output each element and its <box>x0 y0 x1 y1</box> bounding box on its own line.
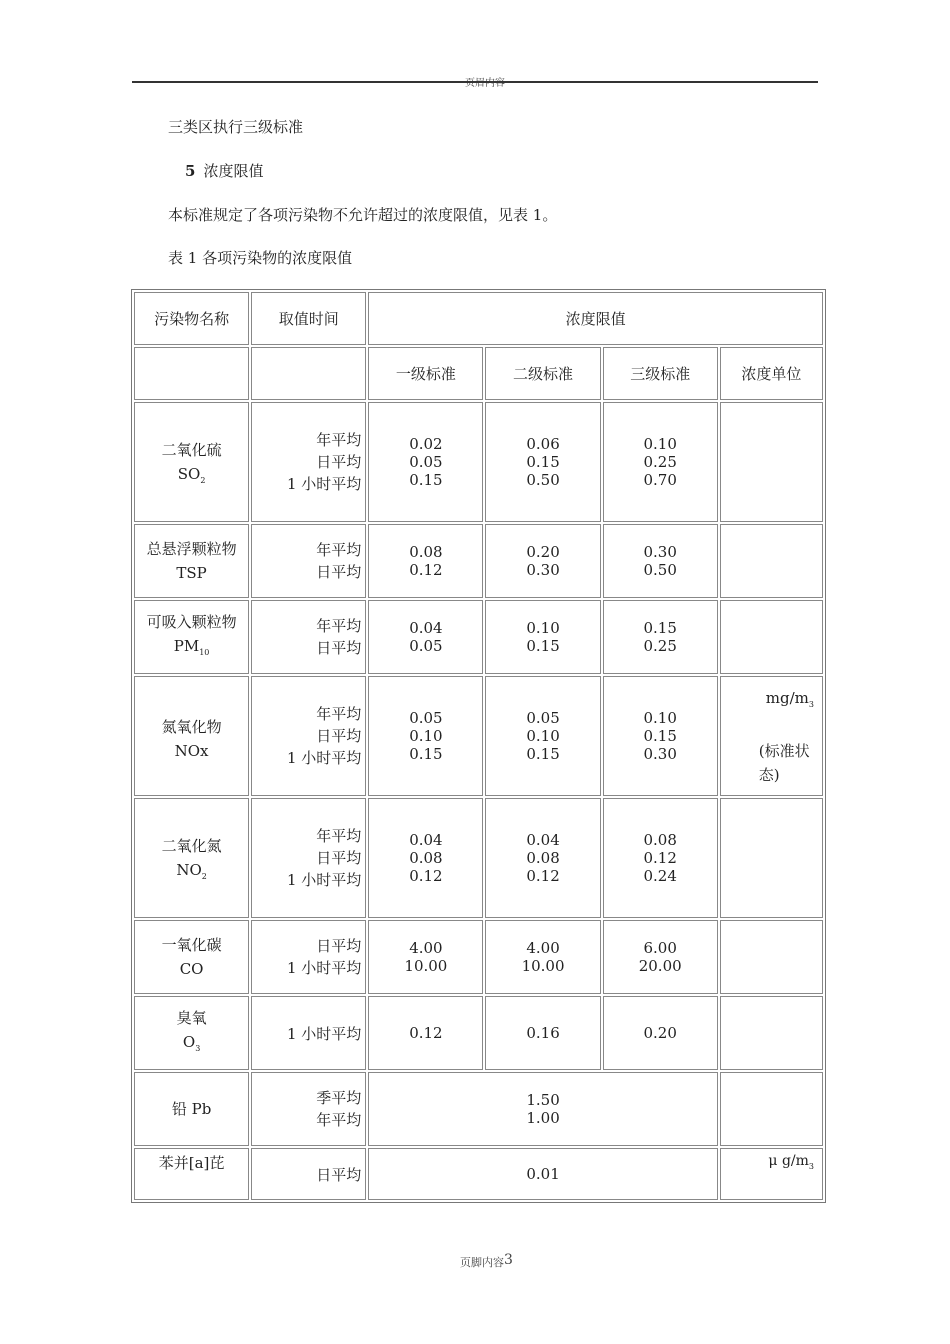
header-grade3: 三级标准 <box>603 347 718 400</box>
pollutant-name: 苯并[a]芘 <box>134 1148 249 1200</box>
grade3-value: 0.25 <box>643 453 677 471</box>
grade3-value: 0.24 <box>643 867 677 885</box>
time-annual: 年平均 <box>316 431 362 449</box>
grade3-value: 0.08 <box>643 831 677 849</box>
grade2-value: 0.06 <box>526 435 560 453</box>
unit-cell <box>720 600 823 674</box>
grade2-value: 0.04 <box>526 831 560 849</box>
grade1-value: 0.08 <box>409 849 443 867</box>
grade2-value: 0.15 <box>526 637 560 655</box>
page-number: 3 <box>504 1252 513 1268</box>
grade1-value: 0.15 <box>409 745 443 763</box>
grade1-value: 0.12 <box>409 867 443 885</box>
grade2-value: 0.16 <box>485 996 600 1070</box>
pollutant-formula: $O_3$ <box>182 1032 201 1053</box>
time-daily: 日平均 <box>316 937 362 955</box>
grade1-value: 0.02 <box>409 435 443 453</box>
grade2-value: 0.08 <box>526 849 560 867</box>
unit-cell <box>720 402 823 522</box>
table-row <box>134 676 823 796</box>
grade3-value: 0.20 <box>603 996 718 1070</box>
table-caption: 表 1 各项污染物的浓度限值 <box>168 249 353 267</box>
grade3-value: 0.15 <box>643 727 677 745</box>
grade1-value: 0.05 <box>409 709 443 727</box>
table-row <box>134 1072 823 1146</box>
header-unit: 浓度单位 <box>720 347 823 400</box>
grade3-value: 0.30 <box>643 543 677 561</box>
grade2-value: 0.20 <box>526 543 560 561</box>
time-hourly: 1 小时平均 <box>251 996 366 1070</box>
grade3-value: 6.00 <box>643 939 677 957</box>
grade1-value: 0.12 <box>368 996 483 1070</box>
section-heading <box>185 160 263 181</box>
empty-cell <box>134 347 249 400</box>
grade2-value: 0.10 <box>526 619 560 637</box>
grade2-value: 0.10 <box>526 727 560 745</box>
grade3-value: 0.10 <box>643 709 677 727</box>
time-annual: 年平均 <box>316 1111 362 1129</box>
pollutant-name: 二氧化氮 <box>161 836 222 855</box>
section-title: 浓度限值 <box>203 162 264 180</box>
page-header: 页眉内容 <box>465 78 505 89</box>
time-annual: 年平均 <box>316 617 362 635</box>
grade1-value: 4.00 <box>409 939 443 957</box>
time-hourly: 1 小时平均 <box>287 959 362 977</box>
pollutant-name: 臭氧 <box>176 1008 207 1027</box>
time-annual: 年平均 <box>316 541 362 559</box>
pollutant-name: 一氧化碳 <box>161 936 222 954</box>
table-row <box>134 1148 823 1200</box>
unit-mg-m3: $mg/m_3$ <box>765 688 814 709</box>
section-number: 5 <box>185 162 196 180</box>
grade2-value: 0.15 <box>526 453 560 471</box>
pollutant-name: 二氧化硫 <box>161 440 222 459</box>
time-daily: 日平均 <box>316 727 362 745</box>
paragraph-standard: 本标准规定了各项污染物不允许超过的浓度限值，见表 1。 <box>168 206 558 224</box>
grade2-value: 4.00 <box>526 939 560 957</box>
time-daily: 日平均 <box>316 453 362 471</box>
unit-cell <box>720 798 823 918</box>
time-annual: 年平均 <box>316 827 362 845</box>
grade2-value: 0.05 <box>526 709 560 727</box>
unit-cell <box>720 1072 823 1146</box>
grade3-value: 0.70 <box>643 471 677 489</box>
header-grade1: 一级标准 <box>368 347 483 400</box>
grade1-value: 0.15 <box>409 471 443 489</box>
time-quarterly: 季平均 <box>316 1089 362 1107</box>
grade3-value: 20.00 <box>638 957 682 975</box>
table-row <box>134 402 823 522</box>
paragraph-class3: 三类区执行三级标准 <box>168 118 304 136</box>
time-daily: 日平均 <box>251 1148 366 1200</box>
unit-note: (标准状态) <box>758 741 810 784</box>
table-row <box>134 920 823 994</box>
pollutant-name: 总悬浮颗粒物 TSP <box>134 524 249 598</box>
grade1-value: 0.04 <box>409 831 443 849</box>
page-footer: 页脚内容3 <box>460 1252 513 1269</box>
time-daily: 日平均 <box>316 849 362 867</box>
merged-value: 0.01 <box>368 1148 717 1200</box>
header-rule <box>132 81 818 83</box>
table-header-row <box>134 292 823 345</box>
grade3-value: 0.15 <box>643 619 677 637</box>
pollutant-formula: NOx <box>174 742 209 760</box>
table-row <box>134 524 823 598</box>
header-grade2: 二级标准 <box>485 347 600 400</box>
time-annual: 年平均 <box>316 705 362 723</box>
grade1-value: 10.00 <box>404 957 448 975</box>
unit-cell <box>720 920 823 994</box>
grade1-value: 0.08 <box>409 543 443 561</box>
time-daily: 日平均 <box>316 563 362 581</box>
time-daily: 日平均 <box>316 639 362 657</box>
table-row <box>134 600 823 674</box>
table-row <box>134 996 823 1070</box>
pollutant-formula: CO <box>179 960 204 978</box>
concentration-limits-table <box>131 289 826 1203</box>
grade1-value: 0.05 <box>409 453 443 471</box>
header-limit: 浓度限值 <box>368 292 823 345</box>
empty-cell <box>251 347 366 400</box>
grade2-value: 0.12 <box>526 867 560 885</box>
grade3-value: 0.12 <box>643 849 677 867</box>
unit-cell <box>720 524 823 598</box>
grade1-value: 0.12 <box>409 561 443 579</box>
time-hourly: 1 小时平均 <box>287 749 362 767</box>
pollutant-name: 铅 Pb <box>134 1072 249 1146</box>
grade2-value: 0.50 <box>526 471 560 489</box>
grade2-value: 0.15 <box>526 745 560 763</box>
pollutant-formula: $SO_2$ <box>177 464 206 485</box>
grade3-value: 0.25 <box>643 637 677 655</box>
table-row <box>134 798 823 918</box>
merged-value: 1.50 <box>526 1091 560 1109</box>
grade1-value: 0.04 <box>409 619 443 637</box>
grade3-value: 0.10 <box>643 435 677 453</box>
pollutant-formula: $NO_2$ <box>176 860 207 881</box>
table-subheader-row <box>134 347 823 400</box>
grade2-value: 10.00 <box>521 957 565 975</box>
merged-value: 1.00 <box>526 1109 560 1127</box>
unit-cell <box>720 996 823 1070</box>
unit-cell <box>720 676 823 796</box>
time-hourly: 1 小时平均 <box>287 475 362 493</box>
grade1-value: 0.05 <box>409 637 443 655</box>
grade3-value: 0.30 <box>643 745 677 763</box>
header-pollutant-name: 污染物名称 <box>134 292 249 345</box>
grade1-value: 0.10 <box>409 727 443 745</box>
pollutant-name: 氮氧化物 <box>161 718 222 736</box>
grade3-value: 0.50 <box>643 561 677 579</box>
grade2-value: 0.30 <box>526 561 560 579</box>
unit-ug-m3: μ $g/m_3$ <box>720 1148 823 1200</box>
pollutant-name: 可吸入颗粒物 $PM_{10}$ <box>134 600 249 674</box>
time-hourly: 1 小时平均 <box>287 871 362 889</box>
header-time: 取值时间 <box>251 292 366 345</box>
